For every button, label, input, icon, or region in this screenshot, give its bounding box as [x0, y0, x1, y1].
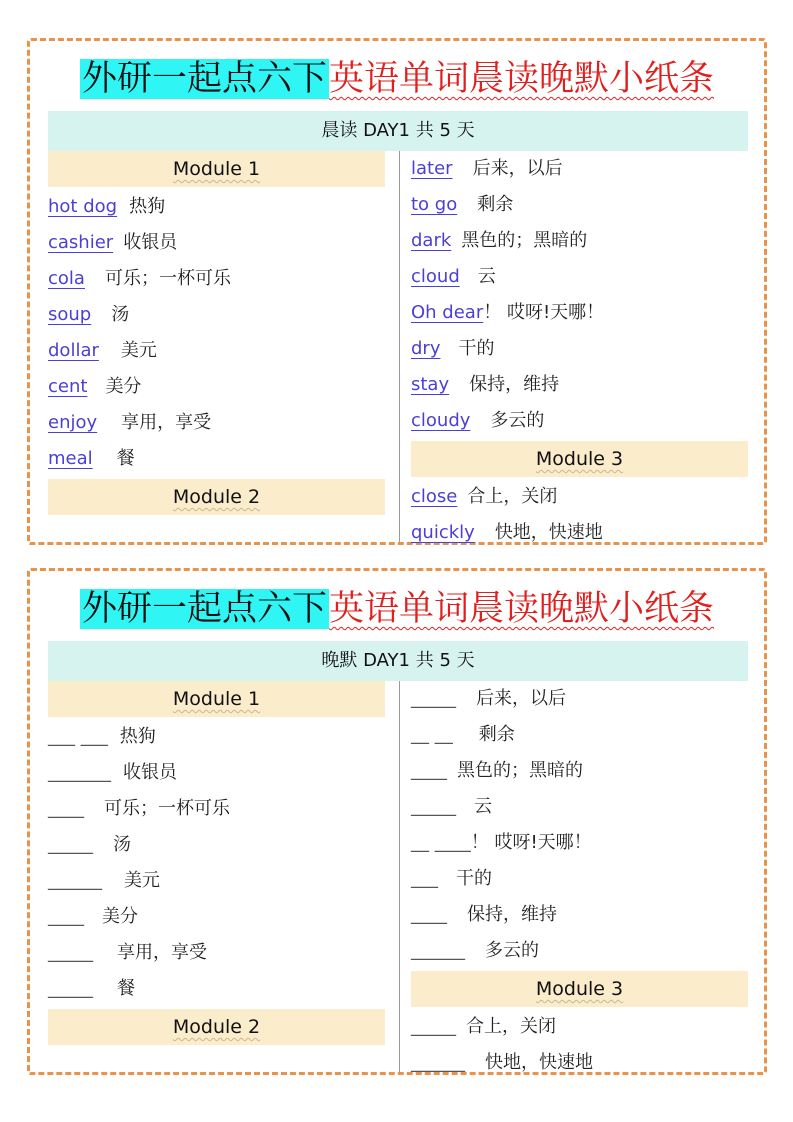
english-word: to go: [411, 194, 458, 215]
card-title: [30, 49, 764, 109]
english-word: hot dog: [48, 196, 118, 217]
blank-line: _____: [48, 834, 93, 855]
chinese-meaning: 享用，享受: [121, 412, 212, 433]
english-word: soup: [48, 304, 92, 325]
blank-line: _____: [411, 1016, 456, 1037]
module-3-header: Module 3: [411, 441, 748, 477]
module-2-header: Module 2: [48, 479, 385, 515]
blank-line: _____: [48, 942, 93, 963]
module-2-header: Module 2: [48, 1009, 385, 1045]
blank-line: ____: [411, 904, 447, 925]
chinese-meaning: 收银员: [123, 762, 177, 783]
english-word: close: [411, 486, 458, 507]
word-row: [411, 789, 748, 825]
chinese-meaning: 餐: [117, 978, 135, 999]
chinese-meaning: 美分: [105, 376, 142, 397]
blank-line: __ __: [411, 724, 453, 745]
english-word: cent: [48, 376, 88, 397]
word-row: [411, 223, 748, 259]
title-rest: 英语单词晨读晚默小纸条: [329, 59, 715, 99]
word-row: [48, 899, 385, 935]
title-rest: 英语单词晨读晚默小纸条: [329, 589, 715, 629]
english-word: dark: [411, 230, 452, 251]
chinese-meaning: 餐: [116, 448, 135, 469]
module-1-header: Module 1: [48, 681, 385, 717]
word-row: [48, 369, 385, 405]
word-row: [411, 479, 748, 515]
chinese-meaning: 黑色的；黑暗的: [457, 760, 583, 781]
title-highlight: 外研一起点六下: [81, 589, 327, 629]
word-row: [48, 971, 385, 1007]
chinese-meaning: 可乐；一杯可乐: [104, 798, 230, 819]
english-word: dry: [411, 338, 441, 359]
chinese-meaning: 后来，以后: [472, 158, 563, 179]
left-column: [48, 151, 385, 517]
module-1-header: Module 1: [48, 151, 385, 187]
module-3-header: Module 3: [411, 971, 748, 1007]
english-word: enjoy: [48, 412, 98, 433]
chinese-meaning: 美分: [102, 906, 138, 927]
chinese-meaning: 美元: [124, 870, 160, 891]
chinese-meaning: 快地，快速地: [485, 1052, 593, 1073]
chinese-meaning: 热狗: [119, 726, 156, 747]
card-subtitle: 晚默 DAY1 共 5 天: [48, 641, 748, 681]
english-word: later: [411, 158, 453, 179]
word-row: [48, 935, 385, 971]
word-row: [411, 681, 748, 717]
chinese-meaning: 干的: [458, 338, 495, 359]
blank-line: ____: [411, 760, 447, 781]
chinese-meaning: 保持，维持: [467, 904, 557, 925]
evening-dictation-card: [27, 568, 767, 1075]
chinese-meaning: 黑色的；黑暗的: [461, 230, 588, 251]
column-divider: [399, 681, 400, 1072]
word-row: [411, 861, 748, 897]
chinese-meaning: 剩余: [477, 194, 514, 215]
english-word: stay: [411, 374, 450, 395]
word-row: [48, 405, 385, 441]
chinese-meaning: 干的: [456, 868, 492, 889]
word-row: [411, 295, 748, 331]
blank-line: ______: [411, 940, 465, 961]
word-row: [48, 261, 385, 297]
word-row: [411, 331, 748, 367]
word-row: [48, 225, 385, 261]
blank-line: ______: [48, 870, 102, 891]
morning-reading-card: [27, 38, 767, 545]
left-column: [48, 681, 385, 1047]
english-word: dollar: [48, 340, 99, 361]
chinese-meaning: 云: [477, 266, 496, 287]
word-row: [48, 755, 385, 791]
chinese-meaning: 热狗: [129, 196, 166, 217]
english-word: meal: [48, 448, 93, 469]
blank-line: ____: [48, 906, 84, 927]
word-row: [411, 825, 748, 861]
word-row: [411, 717, 748, 753]
chinese-meaning: 合上，关闭: [466, 1016, 556, 1037]
chinese-meaning: 剩余: [478, 724, 515, 745]
chinese-meaning: 多云的: [490, 410, 545, 431]
blank-line: _____: [411, 796, 456, 817]
chinese-meaning: 享用，享受: [117, 942, 207, 963]
word-row: [411, 933, 748, 969]
chinese-meaning: 收银员: [123, 232, 178, 253]
chinese-meaning: 可乐；一杯可乐: [104, 268, 231, 289]
word-row: [411, 187, 748, 223]
chinese-meaning: 汤: [111, 304, 130, 325]
blank-line: ______: [411, 1052, 465, 1073]
word-row: [48, 791, 385, 827]
english-word: cloudy: [411, 410, 471, 431]
word-row: [411, 151, 748, 187]
english-word: cola: [48, 268, 85, 289]
english-word: quickly: [411, 522, 475, 543]
chinese-meaning: 后来，以后: [476, 688, 566, 709]
chinese-meaning: 快地，快速地: [494, 522, 603, 543]
word-row: [411, 1009, 748, 1045]
title-highlight: 外研一起点六下: [81, 59, 327, 99]
blank-line: ____: [48, 798, 84, 819]
chinese-meaning: 合上，关闭: [467, 486, 558, 507]
word-row: [411, 753, 748, 789]
blank-line: ___ ___: [48, 726, 108, 747]
word-row: [411, 403, 748, 439]
card-title: [30, 579, 764, 639]
blank-line: _____: [48, 978, 93, 999]
blank-line: ___: [411, 868, 438, 889]
word-row: [411, 897, 748, 933]
chinese-meaning: 美元: [120, 340, 157, 361]
word-row: [48, 297, 385, 333]
blank-line: __ ____: [411, 832, 471, 853]
right-column: [411, 681, 748, 1081]
word-row: [48, 441, 385, 477]
word-row: [411, 515, 748, 551]
english-word: cloud: [411, 266, 460, 287]
chinese-meaning: ！ 哎呀!天哪！: [483, 302, 605, 323]
word-row: [48, 719, 385, 755]
word-row: [411, 259, 748, 295]
english-word: Oh dear: [411, 302, 484, 323]
chinese-meaning: ！ 哎呀!天哪！: [470, 832, 592, 853]
word-row: [48, 333, 385, 369]
chinese-meaning: 云: [474, 796, 492, 817]
blank-line: _______: [48, 762, 111, 783]
blank-line: _____: [411, 688, 456, 709]
english-word: cashier: [48, 232, 114, 253]
card-subtitle: 晨读 DAY1 共 5 天: [48, 111, 748, 151]
word-row: [48, 863, 385, 899]
right-column: [411, 151, 748, 551]
word-row: [411, 1045, 748, 1081]
word-row: [48, 827, 385, 863]
word-row: [411, 367, 748, 403]
word-row: [48, 189, 385, 225]
column-divider: [399, 151, 400, 542]
chinese-meaning: 保持，维持: [469, 374, 560, 395]
chinese-meaning: 多云的: [485, 940, 539, 961]
chinese-meaning: 汤: [113, 834, 131, 855]
